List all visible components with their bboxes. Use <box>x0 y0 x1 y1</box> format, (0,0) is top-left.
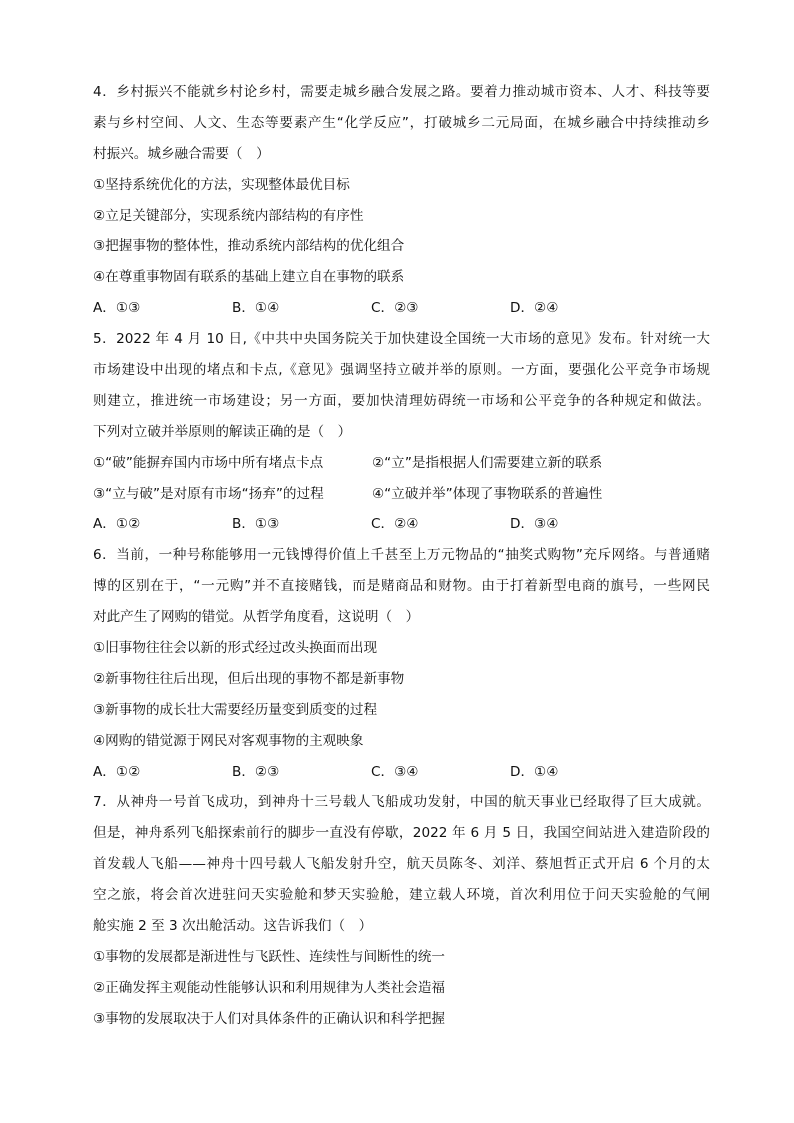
option-b: B．①③ <box>232 516 280 533</box>
option-d: D．③④ <box>510 516 559 533</box>
option-c: C．③④ <box>371 763 419 780</box>
question-stem-line: 则建立，推进统一市场建设；另一方面，要加快清理妨碍统一市场和公平竞争的各种规定和做法。 <box>93 392 710 409</box>
option-b: B．①④ <box>232 300 280 317</box>
option-b: B．②③ <box>232 763 280 780</box>
statement: ②立足关键部分，实现系统内部结构的有序性 <box>93 207 364 224</box>
option-a: A．①② <box>93 763 141 780</box>
question-stem-line: 博的区别在于，“一元购”并不直接赌钱，而是赌商品和财物。由于打着新型电商的旗号，一些网民 <box>93 578 710 595</box>
question-stem-line: 村振兴。城乡融合需要（ ） <box>93 145 270 162</box>
question-stem-line: 下列对立破并举原则的解读正确的是（ ） <box>93 423 352 440</box>
document-page <box>93 77 710 1035</box>
question-stem-line: 但是，神舟系列飞船探索前行的脚步一直没有停歇，2022 年 6 月 5 日，我国空间站进入建造阶段的 <box>93 825 710 842</box>
question-4 <box>93 77 710 324</box>
question-stem-line: 素与乡村空间、人文、生态等要素产生“化学反应”，打破城乡二元局面，在城乡融合中持续推动乡 <box>93 114 710 131</box>
statement: ③新事物的成长壮大需要经历量变到质变的过程 <box>93 701 378 718</box>
answer-options <box>93 757 710 788</box>
statement: ③“立与破”是对原有市场“扬弃”的过程 <box>93 485 324 502</box>
option-c: C．②③ <box>371 300 419 317</box>
answer-options <box>93 293 710 324</box>
question-stem-line: 6．当前，一种号称能够用一元钱博得价值上千甚至上万元物品的“抽奖式购物”充斥网络。与普通赌 <box>93 547 710 564</box>
question-5 <box>93 324 710 540</box>
question-6 <box>93 540 710 787</box>
option-a: A．①② <box>93 516 141 533</box>
option-c: C．②④ <box>371 516 419 533</box>
statement: ①“破”能摒弃国内市场中所有堵点卡点 <box>93 454 324 471</box>
statement: ④在尊重事物固有联系的基础上建立自在事物的联系 <box>93 269 405 286</box>
question-7 <box>93 787 710 1034</box>
option-d: D．①④ <box>510 763 559 780</box>
statement-row <box>93 479 710 510</box>
answer-options <box>93 509 710 540</box>
statement: ③把握事物的整体性，推动系统内部结构的优化组合 <box>93 238 405 255</box>
question-stem-line: 舱实施 2 至 3 次出舱活动。这告诉我们（ ） <box>93 918 373 935</box>
statement: ①坚持系统优化的方法，实现整体最优目标 <box>93 176 350 193</box>
question-stem-line: 4．乡村振兴不能就乡村论乡村，需要走城乡融合发展之路。要着力推动城市资本、人才、科技等要 <box>93 84 710 100</box>
statement-row <box>93 448 710 479</box>
question-stem-line: 空之旅，将会首次进驻问天实验舱和梦天实验舱，建立载人环境，首次利用位于问天实验舱的气闸 <box>93 887 710 904</box>
question-stem-line: 5．2022 年 4 月 10 日,《中共中央国务院关于加快建设全国统一大市场的意见》发布。针对统一大 <box>93 331 710 348</box>
option-d: D．②④ <box>510 300 559 317</box>
statement: ②“立”是指根据人们需要建立新的联系 <box>372 454 603 471</box>
statement: ①事物的发展都是渐进性与飞跃性、连续性与间断性的统一 <box>93 948 446 965</box>
statement: ②正确发挥主观能动性能够认识和利用规律为人类社会造福 <box>93 979 446 996</box>
question-stem-line: 对此产生了网购的错觉。从哲学角度看，这说明（ ） <box>93 609 420 626</box>
statement: ④“立破并举”体现了事物联系的普遍性 <box>372 485 603 502</box>
question-stem-line: 首发载人飞船——神舟十四号载人飞船发射升空，航天员陈冬、刘洋、蔡旭哲正式开启 6 个月的太 <box>93 856 710 873</box>
question-stem-line: 7．从神舟一号首飞成功，到神舟十三号载人飞船成功发射，中国的航天事业已经取得了巨大成就。 <box>93 794 710 811</box>
question-stem-line: 市场建设中出现的堵点和卡点,《意见》强调坚持立破并举的原则。一方面，要强化公平竞争市场规 <box>93 362 710 379</box>
option-a: A．①③ <box>93 300 141 317</box>
statement: ③事物的发展取决于人们对具体条件的正确认识和科学把握 <box>93 1010 446 1027</box>
statement: ①旧事物往往会以新的形式经过改头换面而出现 <box>93 640 378 657</box>
statement: ④网购的错觉源于网民对客观事物的主观映象 <box>93 732 364 749</box>
statement: ②新事物往往后出现，但后出现的事物不都是新事物 <box>93 670 405 687</box>
